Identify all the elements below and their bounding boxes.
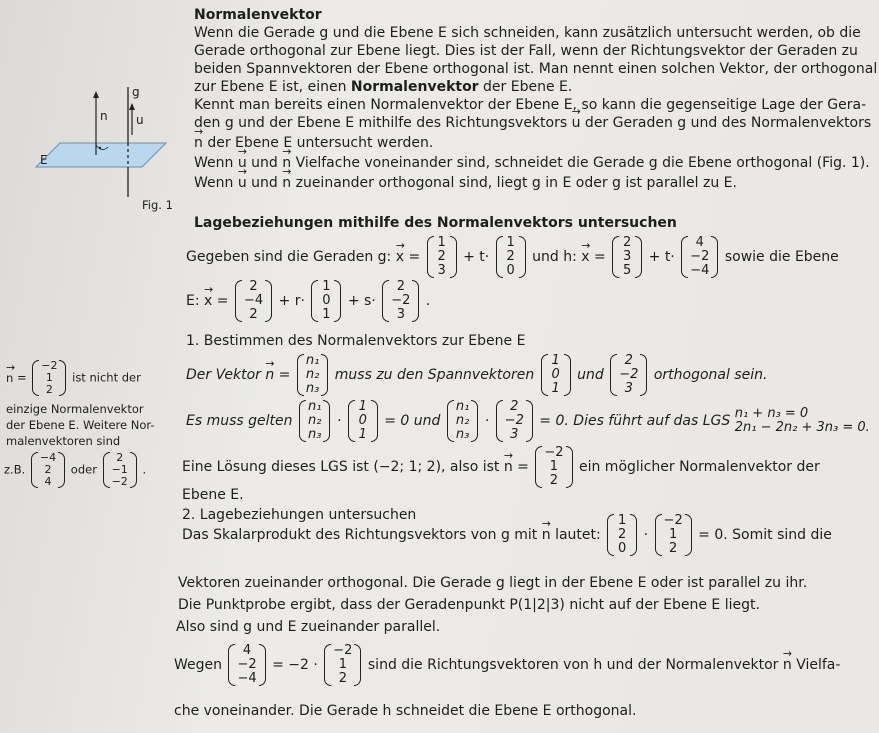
vector-h-direction xyxy=(681,236,718,278)
vector-n: → n xyxy=(265,366,274,384)
vector-component: 2 xyxy=(249,307,258,322)
vector-component: 3 xyxy=(437,263,446,278)
vector-x: → x xyxy=(396,248,404,266)
vector-component: 3 xyxy=(510,427,519,442)
vector-n-components xyxy=(447,400,478,442)
vector-component: n₁ xyxy=(307,399,322,414)
figure-label-n: n xyxy=(100,109,108,123)
text: Eine Lösung dieses LGS ist (−2; 1; 2), also ist xyxy=(182,459,504,475)
text: muss zu den Spannvektoren xyxy=(334,367,539,383)
term-normalenvektor: Normalenvektor xyxy=(350,79,479,95)
vector-component: 2 xyxy=(668,541,678,556)
vector-component: 4 xyxy=(242,643,252,658)
vector-component: 1 xyxy=(618,513,627,528)
paragraph-2-line-3 xyxy=(194,134,433,152)
vector-component: n₂ xyxy=(305,367,320,382)
vector-component: 2 xyxy=(116,451,124,464)
und-h: und h: xyxy=(532,249,582,265)
vector-component: 1 xyxy=(358,427,367,442)
p1-text-end: der Ebene E. xyxy=(478,79,573,95)
p2-text-b: der Geraden g und des Normalenvektors xyxy=(580,115,872,131)
p4-a: Wenn xyxy=(194,175,238,191)
vector-component: 2 xyxy=(437,249,446,264)
vector-component: −2 xyxy=(663,513,683,528)
vector-component: n₂ xyxy=(455,413,470,428)
vector-component: 1 xyxy=(551,381,560,396)
plus-s: + s· xyxy=(347,293,381,309)
figure-label-E: E xyxy=(40,153,48,167)
vector-component: 0 xyxy=(506,263,515,278)
vector-n: → n xyxy=(194,134,203,152)
step-1-line-3 xyxy=(182,446,820,488)
vector-component: n₃ xyxy=(307,427,322,442)
vector-u: → u xyxy=(238,174,247,192)
side-normal-vector xyxy=(32,360,66,396)
vector-component: 0 xyxy=(322,293,331,308)
span-vector-1 xyxy=(541,354,571,396)
vector-u: → u xyxy=(238,154,247,172)
plane-line-diagram xyxy=(30,85,175,200)
vector-component: n₁ xyxy=(305,353,320,368)
vector-component: 1 xyxy=(437,235,446,250)
vector-component: 2 xyxy=(249,279,258,294)
lgs-system xyxy=(735,407,870,435)
text: und xyxy=(577,367,609,383)
p2-text-a: den g und der Ebene E mithilfe des Richtungsvektors xyxy=(194,115,572,131)
side-note-line-3: malenvektoren sind xyxy=(6,434,121,448)
lgs-row-1: n₁ + n₃ = 0 xyxy=(734,406,809,421)
vector-component: 1 xyxy=(45,371,53,384)
side-period: . xyxy=(142,462,147,477)
vector-component: 0 xyxy=(551,367,560,382)
normal-vector xyxy=(655,514,692,556)
p2-text-c: der Ebene E untersucht werden. xyxy=(202,135,434,151)
plus-r: + r· xyxy=(278,293,310,309)
text: Es muss gelten xyxy=(186,413,297,429)
text: = −2 · xyxy=(272,657,323,673)
text: Der Vektor xyxy=(186,367,266,383)
vector-component: n₁ xyxy=(455,399,470,414)
vector-E-span-1 xyxy=(311,280,341,322)
figure-caption: Fig. 1 xyxy=(142,198,173,212)
vector-component: −2 xyxy=(237,657,257,672)
vector-component: 2 xyxy=(510,399,519,414)
eq-sign: = xyxy=(589,249,611,265)
p3-a: Wenn xyxy=(194,155,238,171)
vector-component: −2 xyxy=(333,643,353,658)
side-note-examples xyxy=(4,452,146,488)
text: orthogonal sein. xyxy=(653,367,768,383)
vector-component: n₃ xyxy=(305,381,320,396)
vector-component: 3 xyxy=(396,307,405,322)
normal-vector-solution xyxy=(535,446,572,488)
side-note-line-2: der Ebene E. Weitere Nor- xyxy=(6,418,155,432)
vector-component: −2 xyxy=(41,359,58,372)
vector-component: −4 xyxy=(690,263,710,278)
text: Das Skalarprodukt des Richtungsvektors von g mit xyxy=(182,527,542,543)
vector-component: 5 xyxy=(623,263,632,278)
vector-g-point xyxy=(427,236,457,278)
text: = 0. Somit sind die xyxy=(698,527,832,543)
vector-component: 2 xyxy=(618,527,627,542)
given-text: Gegeben sind die Geraden g: xyxy=(186,249,396,265)
side-zb: z.B. xyxy=(4,462,29,477)
vector-n: → n xyxy=(542,526,551,544)
side-example-2 xyxy=(103,452,137,488)
vector-x: → x xyxy=(204,292,212,310)
dot: · xyxy=(336,413,346,429)
plus-t: + t· xyxy=(463,249,494,265)
given-line xyxy=(186,236,839,278)
vector-component: −2 xyxy=(111,475,128,488)
figure-1 xyxy=(30,85,175,215)
step-2-heading: 2. Lagebeziehungen untersuchen xyxy=(182,507,417,523)
vector-component: 0 xyxy=(358,413,367,428)
side-note-line-1: einzige Normalenvektor xyxy=(6,402,144,416)
span-vector-2 xyxy=(610,354,647,396)
heading-normalenvektor: Normalenvektor xyxy=(194,7,322,23)
vector-component: 2 xyxy=(44,463,52,476)
E-label: E: xyxy=(186,293,205,309)
vector-component: 4 xyxy=(695,235,704,250)
direction-vector-g xyxy=(607,514,637,556)
paragraph-2-line-1: Kennt man bereits einen Normalenvektor der Ebene E, so kann die gegenseitige Lage der Gera- xyxy=(194,97,867,113)
paragraph-1-line-2: Gerade orthogonal zur Ebene liegt. Dies ist der Fall, wenn der Richtungsvektor der Geraden zu xyxy=(194,43,858,59)
step-2-line-6: che voneinander. Die Gerade h schneidet die Ebene E orthogonal. xyxy=(174,703,637,719)
vector-component: −1 xyxy=(111,463,128,476)
vector-component: −2 xyxy=(619,367,639,382)
heading-lagebeziehungen: Lagebeziehungen mithilfe des Normalenvektors untersuchen xyxy=(194,215,677,231)
span-vector-1 xyxy=(348,400,378,442)
text: Wegen xyxy=(174,657,227,673)
paragraph-1-line-1: Wenn die Gerade g und die Ebene E sich schneiden, kann zusätzlich untersucht werden, ob die xyxy=(194,25,861,41)
vector-component: 1 xyxy=(322,279,331,294)
text: = 0. Dies führt auf das LGS xyxy=(539,413,735,429)
vector-g-direction xyxy=(496,236,526,278)
sowie-text: sowie die Ebene xyxy=(724,249,839,265)
vector-component: 1 xyxy=(668,527,678,542)
step-2-line-2: Vektoren zueinander orthogonal. Die Gerade g liegt in der Ebene E oder ist parallel zu ihr. xyxy=(178,575,808,591)
plus-t: + t· xyxy=(648,249,680,265)
dot: · xyxy=(643,527,653,543)
vector-n-components xyxy=(299,400,330,442)
step-2-line-4: Also sind g und E zueinander parallel. xyxy=(176,619,441,635)
paragraph-1-line-3: beiden Spannvektoren der Ebene orthogonal ist. Man nennt einen solchen Vektor, der orthogonal xyxy=(194,61,878,77)
vector-component: 1 xyxy=(551,353,560,368)
text: Vielfa- xyxy=(791,657,841,673)
eq-sign: = xyxy=(512,459,534,475)
vector-component: 2 xyxy=(396,279,405,294)
eq-sign: = xyxy=(212,293,233,309)
vector-component: −2 xyxy=(690,249,710,264)
p4-b: und xyxy=(246,175,283,191)
span-vector-2 xyxy=(496,400,533,442)
vector-component: −2 xyxy=(504,413,524,428)
vector-component: 2 xyxy=(45,383,53,396)
vector-n: → n xyxy=(504,458,513,476)
text: = 0 und xyxy=(384,413,445,429)
paragraph-2-line-2 xyxy=(194,114,871,132)
vector-component: 1 xyxy=(322,307,331,322)
vector-component: 3 xyxy=(623,249,632,264)
eq-sign: = xyxy=(274,367,295,383)
vector-n-head xyxy=(93,91,99,98)
vector-component: 2 xyxy=(624,353,633,368)
vector-h-point xyxy=(612,236,642,278)
vector-component: −2 xyxy=(391,293,411,308)
direction-vector-h xyxy=(228,644,265,686)
p3-c: Vielfache voneinander sind, schneidet die Gerade g die Ebene orthogonal (Fig. 1). xyxy=(291,155,870,171)
plane-E xyxy=(36,143,166,167)
step-2-line-5 xyxy=(174,644,840,686)
figure-label-g: g xyxy=(132,85,140,99)
vector-component: −4 xyxy=(39,451,57,464)
dot: · xyxy=(484,413,494,429)
vector-component: −4 xyxy=(237,671,257,686)
step-2-line-1 xyxy=(182,514,832,556)
step-1-line-2 xyxy=(186,400,870,442)
paragraph-3 xyxy=(194,154,870,172)
vector-u-head xyxy=(129,103,135,110)
text: lautet: xyxy=(550,527,606,543)
step-1-heading: 1. Bestimmen des Normalenvektors zur Ebene E xyxy=(186,333,526,349)
vector-component: 2 xyxy=(506,249,515,264)
angle-dot xyxy=(99,147,101,149)
vector-n: → n xyxy=(282,174,291,192)
vector-component: 1 xyxy=(338,657,347,672)
lgs-row-2: 2n₁ − 2n₂ + 3n₃ = 0. xyxy=(734,420,870,435)
vector-component: 3 xyxy=(624,381,633,396)
eq-sign: = xyxy=(404,249,425,265)
vector-component: 1 xyxy=(358,399,367,414)
vector-E-point xyxy=(235,280,272,322)
vector-n-components xyxy=(297,354,328,396)
paragraph-1-line-4 xyxy=(194,78,572,96)
step-2-line-3: Die Punktprobe ergibt, dass der Geradenpunkt P(1|2|3) nicht auf der Ebene E liegt. xyxy=(178,597,760,613)
vector-component: 1 xyxy=(506,235,515,250)
vector-n: → n xyxy=(783,656,792,674)
plane-equation xyxy=(186,280,430,322)
p1-text: zur Ebene E ist, einen xyxy=(194,79,351,95)
vector-component: 1 xyxy=(549,459,559,474)
figure-label-u: u xyxy=(136,113,144,127)
vector-component: −2 xyxy=(544,445,564,460)
side-text: ist nicht der xyxy=(72,370,141,385)
side-example-1 xyxy=(31,452,65,488)
side-note-vector xyxy=(6,360,141,396)
p3-b: und xyxy=(246,155,283,171)
p4-c: zueinander orthogonal sind, liegt g in E oder g ist parallel zu E. xyxy=(291,175,737,191)
vector-x: → x xyxy=(581,248,589,266)
step-1-line-3b: Ebene E. xyxy=(182,487,244,503)
vector-component: 4 xyxy=(44,475,52,488)
text: ein möglicher Normalenvektor der xyxy=(578,459,820,475)
vector-E-span-2 xyxy=(382,280,419,322)
vector-component: 2 xyxy=(549,473,559,488)
vector-component: 0 xyxy=(618,541,627,556)
normal-vector xyxy=(324,644,361,686)
vector-component: n₂ xyxy=(307,413,322,428)
vector-component: −4 xyxy=(243,293,264,308)
vector-component: n₃ xyxy=(455,427,470,442)
vector-n: → n xyxy=(6,371,13,386)
period: . xyxy=(425,293,431,309)
vector-u: → u xyxy=(572,114,581,132)
side-oder: oder xyxy=(70,462,101,477)
paragraph-4 xyxy=(194,174,737,192)
eq-sign: = xyxy=(13,370,31,385)
vector-component: 2 xyxy=(623,235,632,250)
vector-component: 2 xyxy=(338,671,347,686)
vector-n: → n xyxy=(282,154,291,172)
step-1-line-1 xyxy=(186,354,767,396)
text: sind die Richtungsvektoren von h und der Normalenvektor xyxy=(367,657,783,673)
